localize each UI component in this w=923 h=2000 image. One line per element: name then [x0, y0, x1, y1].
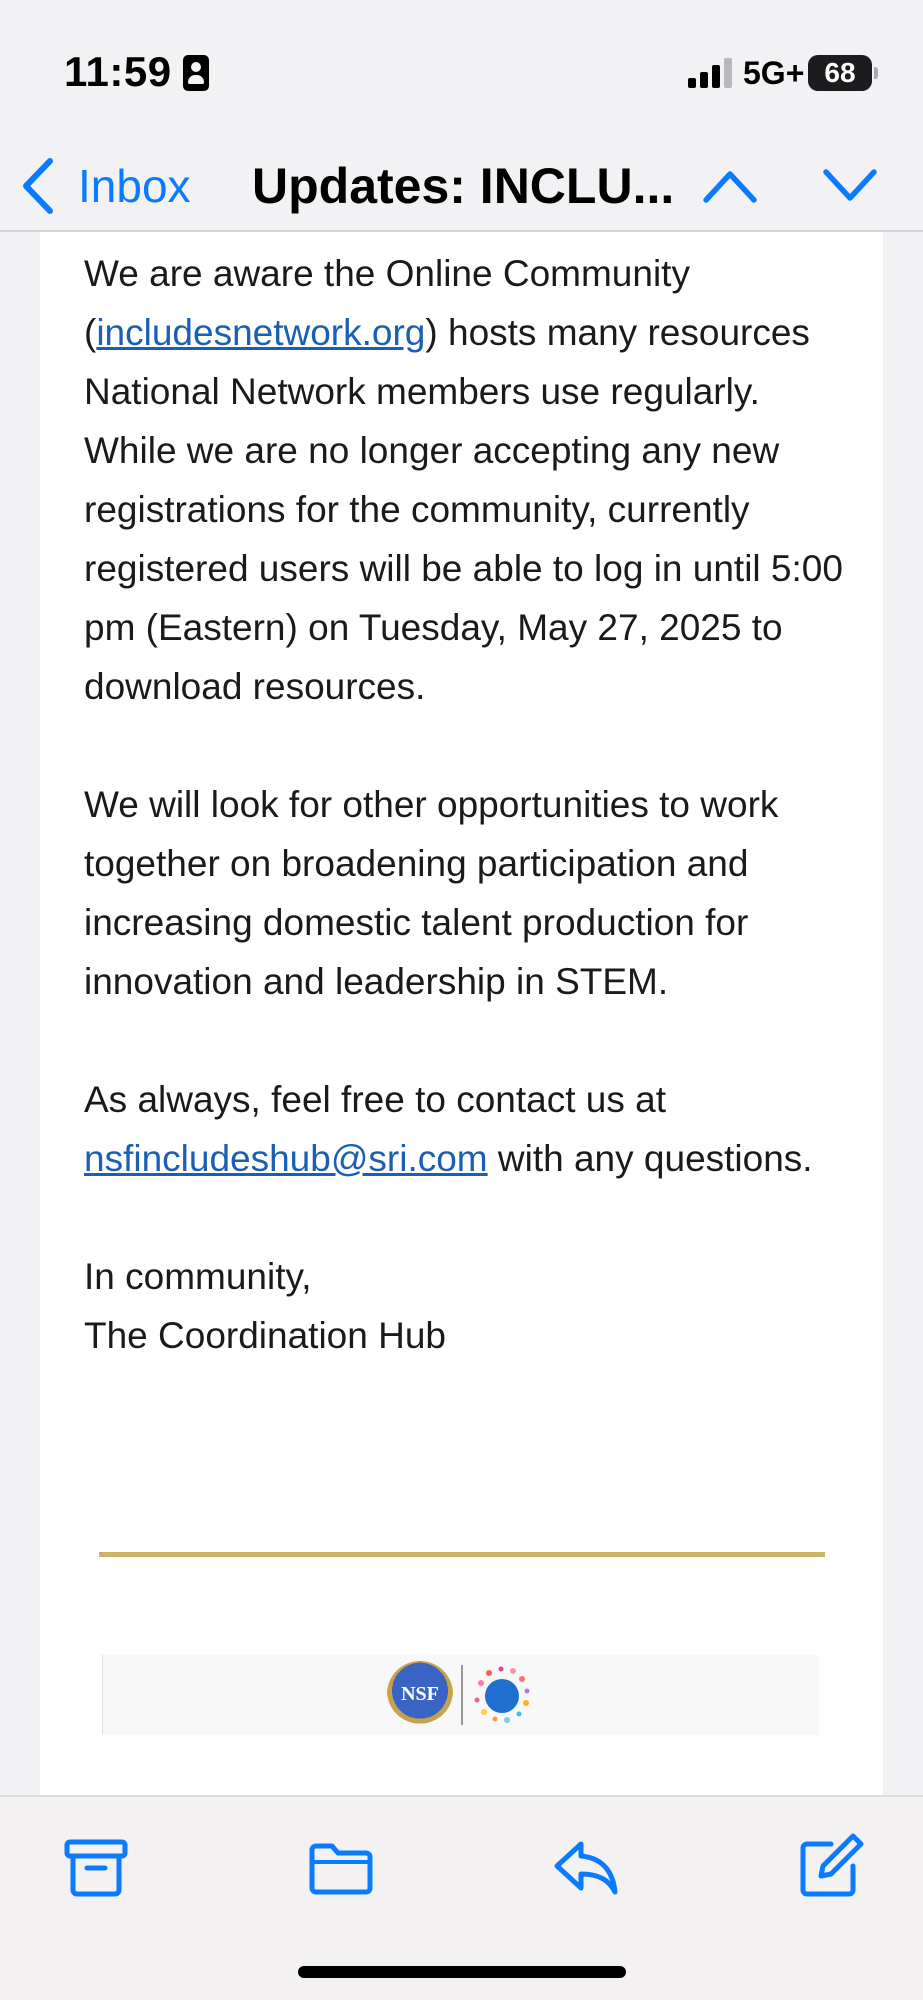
- cellular-signal-icon: [688, 58, 736, 88]
- chevron-up-icon: [700, 158, 760, 214]
- compose-button[interactable]: [795, 1832, 865, 1902]
- nsf-logo: NSF: [387, 1661, 453, 1727]
- paragraph-opportunities: We will look for other opportunities to work together on broadening participation and increasing domestic talent production for innovation and leadership in STEM.: [84, 784, 779, 1002]
- paragraph-online-community: We are aware the Online Community (includesnetwork.org) hosts many resources National Network members use regularly. While we are no longer accepting any new registrations for the community, currently registered users will be able to log in until 5:00 pm (Eastern) on Tuesday, May 27, 2025 to download resources.: [84, 253, 843, 707]
- email-body: [40, 232, 883, 1798]
- chevron-left-icon: [18, 157, 58, 215]
- back-button[interactable]: [18, 150, 191, 222]
- contact-card-icon: [183, 55, 209, 91]
- reply-icon: [551, 1832, 621, 1902]
- reply-button[interactable]: [551, 1832, 621, 1902]
- previous-message-button[interactable]: [700, 158, 760, 214]
- network-type: 5G+: [743, 55, 805, 91]
- signature-line: The Coordination Hub: [84, 1315, 446, 1356]
- navigation-bar: [0, 140, 923, 232]
- back-label: Inbox: [78, 160, 191, 212]
- next-message-button[interactable]: [820, 158, 880, 214]
- archive-icon: [61, 1832, 131, 1902]
- battery-icon: [808, 55, 872, 91]
- archive-button[interactable]: [61, 1832, 131, 1902]
- includesnetwork-link[interactable]: includesnetwork.org: [96, 312, 426, 353]
- status-time: 11:59: [64, 48, 172, 95]
- compose-icon: [795, 1832, 865, 1902]
- status-bar: [0, 0, 923, 145]
- chevron-down-icon: [820, 158, 880, 214]
- email-address-link[interactable]: nsfincludeshub@sri.com: [84, 1138, 488, 1179]
- home-indicator[interactable]: [298, 1966, 626, 1978]
- signoff: [84, 1247, 844, 1365]
- divider-rule: [99, 1552, 825, 1557]
- battery-level: 68: [824, 57, 856, 88]
- footer-logos: [102, 1655, 819, 1735]
- logo-divider: [461, 1665, 463, 1725]
- closing-line: In community,: [84, 1256, 312, 1297]
- folder-icon: [306, 1832, 376, 1902]
- move-to-folder-button[interactable]: [306, 1832, 376, 1902]
- email-subject-title: Updates: INCLU...: [252, 158, 675, 214]
- paragraph-contact: As always, feel free to contact us at nsfincludeshub@sri.com with any questions.: [84, 1079, 813, 1179]
- includes-logo: [471, 1663, 533, 1725]
